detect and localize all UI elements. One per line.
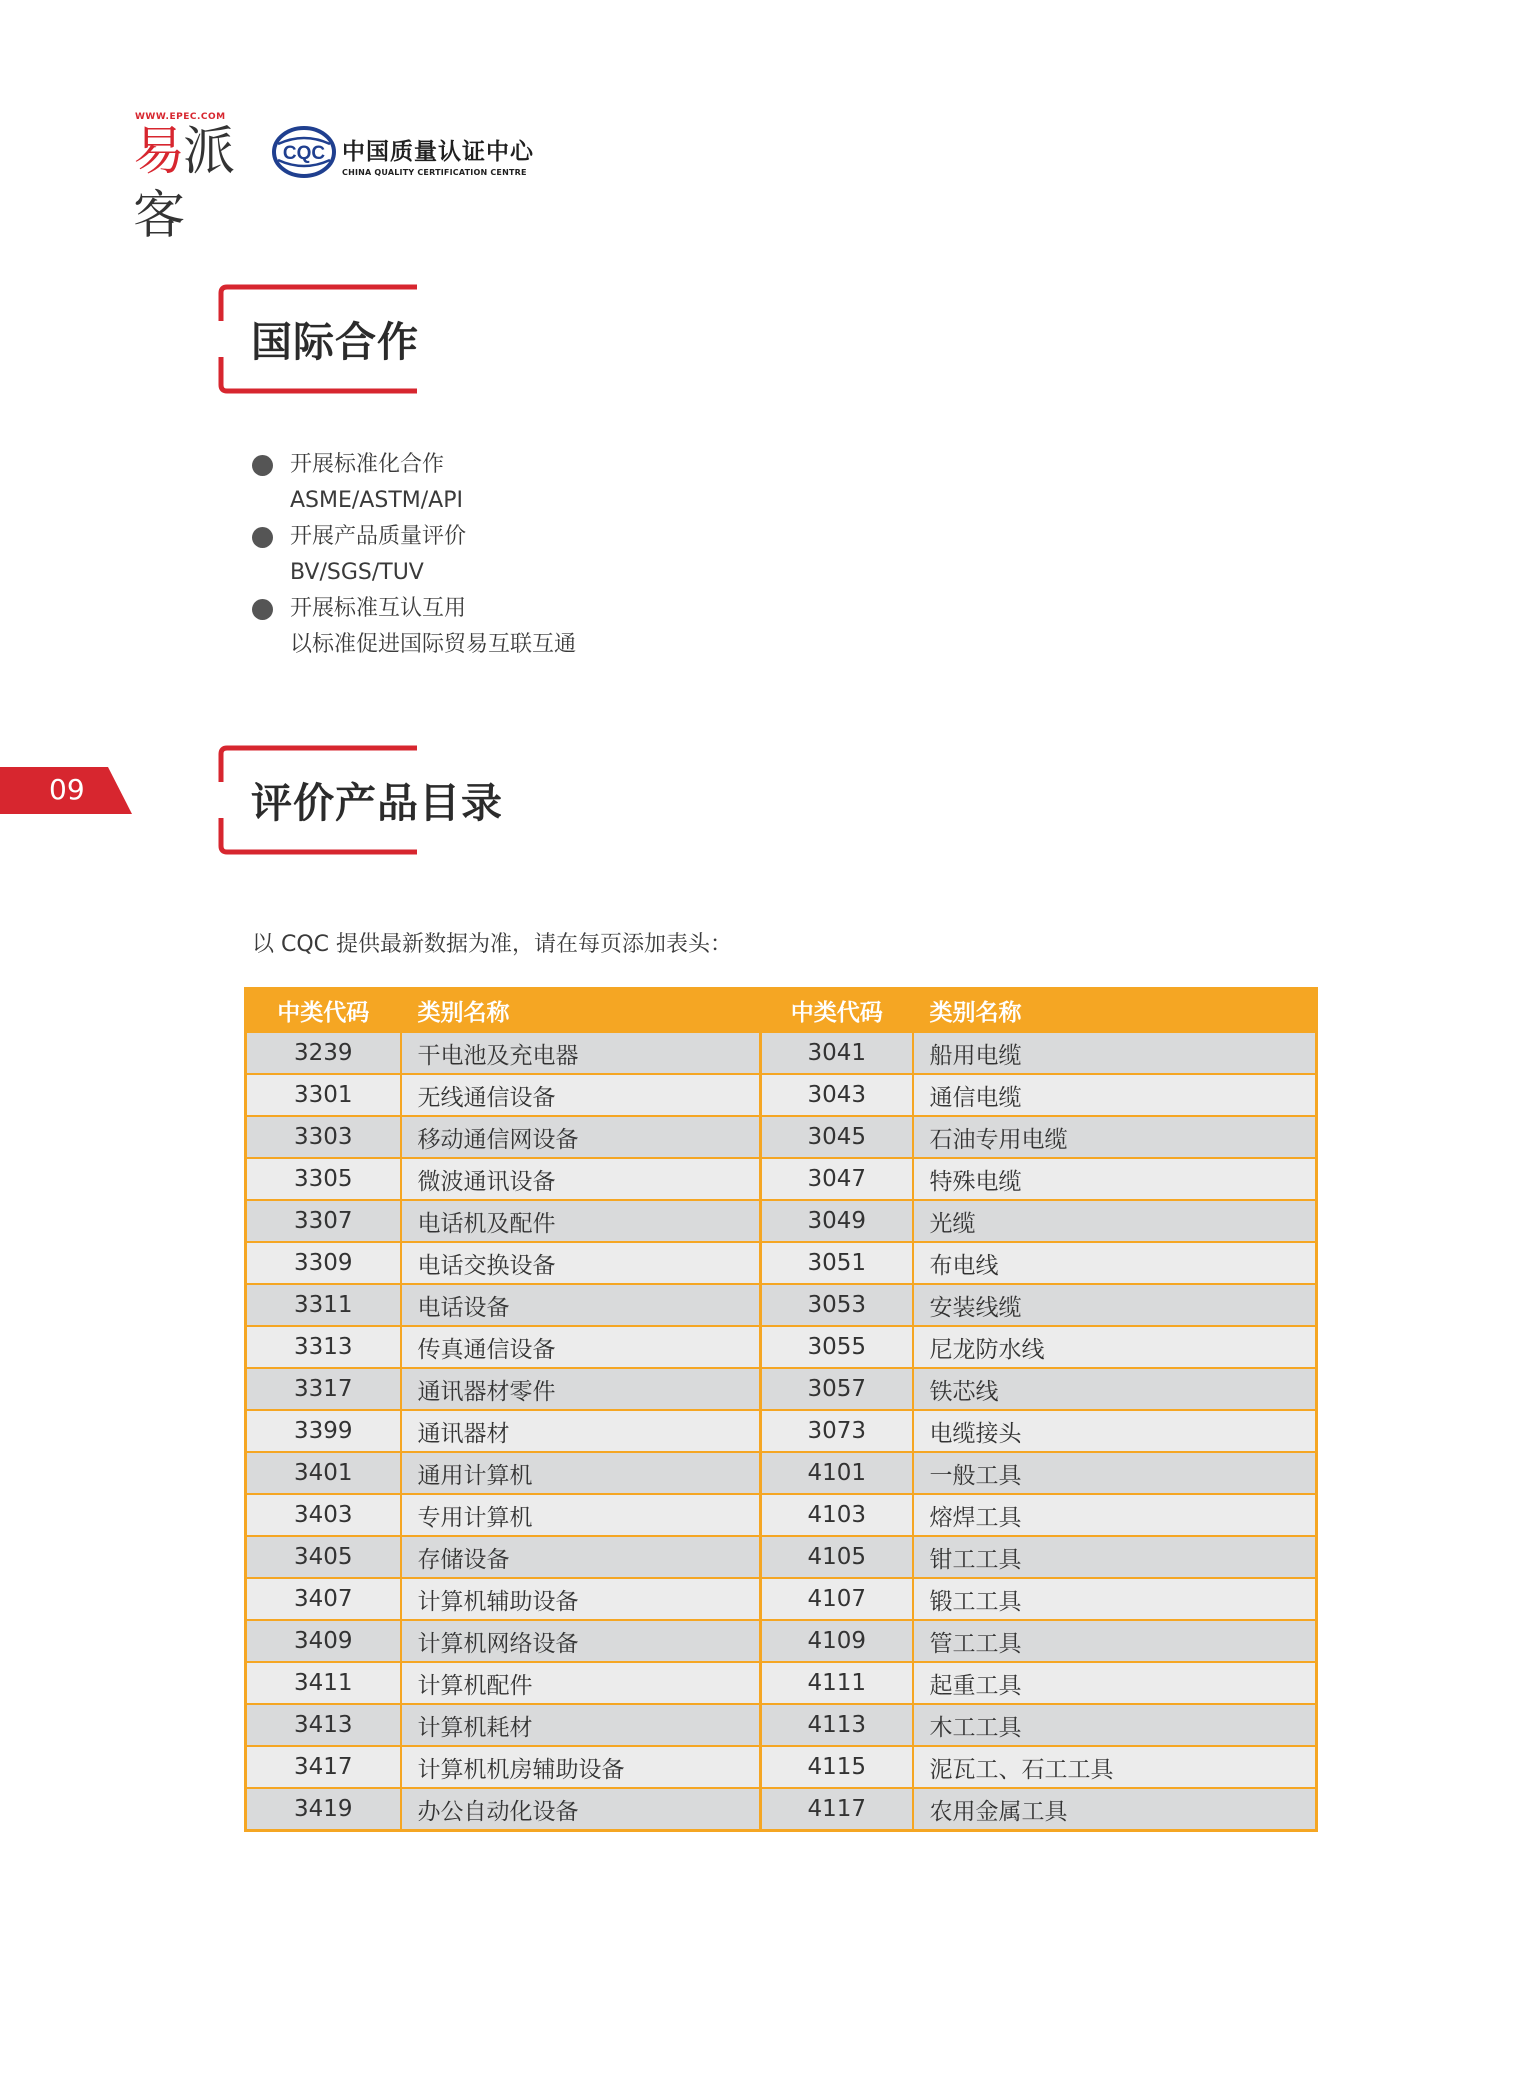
table-row (246, 1704, 1317, 1746)
cell-code: 3303 (246, 1116, 401, 1158)
cell-name: 农用金属工具 (913, 1788, 1317, 1831)
cell-name: 钳工工具 (913, 1536, 1317, 1578)
cell-code: 3409 (246, 1620, 401, 1662)
table-row (246, 1494, 1317, 1536)
cell-name: 通讯器材零件 (401, 1368, 761, 1410)
cell-code: 3417 (246, 1746, 401, 1788)
cell-code: 3051 (761, 1242, 913, 1284)
cell-name: 锻工工具 (913, 1578, 1317, 1620)
table-row (246, 1452, 1317, 1494)
bullet-icon (252, 527, 273, 548)
cell-code: 3057 (761, 1368, 913, 1410)
cell-code: 3403 (246, 1494, 401, 1536)
cell-code: 4103 (761, 1494, 913, 1536)
cell-name: 无线通信设备 (401, 1074, 761, 1116)
cell-name: 传真通信设备 (401, 1326, 761, 1368)
product-catalog-table (244, 987, 1318, 1832)
cell-code: 3413 (246, 1704, 401, 1746)
column-header-code: 中类代码 (761, 989, 913, 1033)
cqc-badge-text: CQC (282, 143, 326, 164)
cell-name: 干电池及充电器 (401, 1032, 761, 1074)
bullet-icon (252, 599, 273, 620)
table-row (246, 1158, 1317, 1200)
cell-name: 尼龙防水线 (913, 1326, 1317, 1368)
cell-code: 3045 (761, 1116, 913, 1158)
cell-code: 3401 (246, 1452, 401, 1494)
cell-name: 电话设备 (401, 1284, 761, 1326)
cell-code: 3313 (246, 1326, 401, 1368)
column-header-name: 类别名称 (913, 989, 1317, 1033)
item-detail: ASME/ASTM/API (290, 488, 463, 513)
cell-code: 4115 (761, 1746, 913, 1788)
page-number-tab (0, 767, 132, 814)
cell-name: 安装线缆 (913, 1284, 1317, 1326)
table-row (246, 1662, 1317, 1704)
list-item (252, 591, 812, 663)
cell-name: 光缆 (913, 1200, 1317, 1242)
bullet-icon (252, 455, 273, 476)
cell-name: 计算机网络设备 (401, 1620, 761, 1662)
cell-name: 专用计算机 (401, 1494, 761, 1536)
section-title: 评价产品目录 (251, 779, 503, 827)
table-row (246, 1410, 1317, 1452)
table-row (246, 1536, 1317, 1578)
cell-code: 3411 (246, 1662, 401, 1704)
epec-logo-text: 易派客 (133, 122, 234, 246)
list-item (252, 447, 812, 519)
column-header-code: 中类代码 (246, 989, 401, 1033)
cell-name: 通讯器材 (401, 1410, 761, 1452)
cell-code: 3055 (761, 1326, 913, 1368)
section-catalog-heading (217, 744, 503, 856)
cqc-name-en: CHINA QUALITY CERTIFICATION CENTRE (342, 168, 527, 177)
table-row (246, 1284, 1317, 1326)
table-row (246, 1746, 1317, 1788)
cell-code: 3405 (246, 1536, 401, 1578)
page-number: 09 (49, 773, 85, 806)
item-title: 开展标准互认互用 (290, 596, 467, 621)
table-row (246, 1368, 1317, 1410)
cell-name: 起重工具 (913, 1662, 1317, 1704)
table-row (246, 1074, 1317, 1116)
table-row (246, 1116, 1317, 1158)
cell-code: 3073 (761, 1410, 913, 1452)
cell-name: 移动通信网设备 (401, 1116, 761, 1158)
table-row (246, 1578, 1317, 1620)
cell-name: 一般工具 (913, 1452, 1317, 1494)
table-row (246, 1242, 1317, 1284)
cell-name: 通用计算机 (401, 1452, 761, 1494)
cell-code: 3317 (246, 1368, 401, 1410)
table-note: 以 CQC 提供最新数据为准，请在每页添加表头： (252, 932, 733, 957)
cell-name: 计算机机房辅助设备 (401, 1746, 761, 1788)
cell-name: 熔焊工具 (913, 1494, 1317, 1536)
section-international-heading (217, 283, 417, 395)
cell-name: 特殊电缆 (913, 1158, 1317, 1200)
item-title: 开展产品质量评价 (290, 524, 467, 549)
cell-name: 铁芯线 (913, 1368, 1317, 1410)
cell-code: 3041 (761, 1032, 913, 1074)
cell-code: 4107 (761, 1578, 913, 1620)
cell-code: 3047 (761, 1158, 913, 1200)
cell-code: 3301 (246, 1074, 401, 1116)
cell-code: 4113 (761, 1704, 913, 1746)
cqc-name-cn: 中国质量认证中心 (342, 139, 534, 165)
item-detail: 以标准促进国际贸易互联互通 (290, 632, 577, 657)
cell-name: 石油专用电缆 (913, 1116, 1317, 1158)
cell-name: 布电线 (913, 1242, 1317, 1284)
cell-name: 办公自动化设备 (401, 1788, 761, 1831)
epec-logo (133, 112, 263, 246)
cell-name: 计算机配件 (401, 1662, 761, 1704)
cell-code: 3239 (246, 1032, 401, 1074)
table-header-row (246, 989, 1317, 1033)
cell-code: 4109 (761, 1620, 913, 1662)
table-row (246, 1788, 1317, 1831)
cell-code: 3043 (761, 1074, 913, 1116)
cell-name: 船用电缆 (913, 1032, 1317, 1074)
cell-name: 微波通讯设备 (401, 1158, 761, 1200)
column-header-name: 类别名称 (401, 989, 761, 1033)
table-row (246, 1326, 1317, 1368)
cell-code: 3053 (761, 1284, 913, 1326)
cell-code: 3305 (246, 1158, 401, 1200)
cell-name: 电话机及配件 (401, 1200, 761, 1242)
cell-name: 泥瓦工、石工工具 (913, 1746, 1317, 1788)
list-item (252, 519, 812, 591)
cell-code: 3049 (761, 1200, 913, 1242)
cell-code: 3307 (246, 1200, 401, 1242)
cell-code: 4101 (761, 1452, 913, 1494)
cell-name: 管工工具 (913, 1620, 1317, 1662)
cell-code: 4117 (761, 1788, 913, 1831)
cell-name: 电话交换设备 (401, 1242, 761, 1284)
cell-name: 木工工具 (913, 1704, 1317, 1746)
section-title: 国际合作 (251, 318, 419, 366)
cell-code: 3309 (246, 1242, 401, 1284)
international-cooperation-list (252, 447, 812, 663)
cell-code: 4105 (761, 1536, 913, 1578)
item-title: 开展标准化合作 (290, 452, 445, 477)
cell-code: 3407 (246, 1578, 401, 1620)
epec-url: WWW.EPEC.COM (135, 112, 226, 122)
cell-code: 3419 (246, 1788, 401, 1831)
cell-code: 3399 (246, 1410, 401, 1452)
cell-name: 通信电缆 (913, 1074, 1317, 1116)
table-row (246, 1620, 1317, 1662)
cell-code: 4111 (761, 1662, 913, 1704)
cell-name: 存储设备 (401, 1536, 761, 1578)
cell-name: 电缆接头 (913, 1410, 1317, 1452)
table-row (246, 1032, 1317, 1074)
cqc-logo-icon (272, 126, 336, 178)
cell-name: 计算机辅助设备 (401, 1578, 761, 1620)
cqc-name (342, 133, 534, 177)
cell-name: 计算机耗材 (401, 1704, 761, 1746)
table-row (246, 1200, 1317, 1242)
item-detail: BV/SGS/TUV (290, 560, 424, 585)
cell-code: 3311 (246, 1284, 401, 1326)
